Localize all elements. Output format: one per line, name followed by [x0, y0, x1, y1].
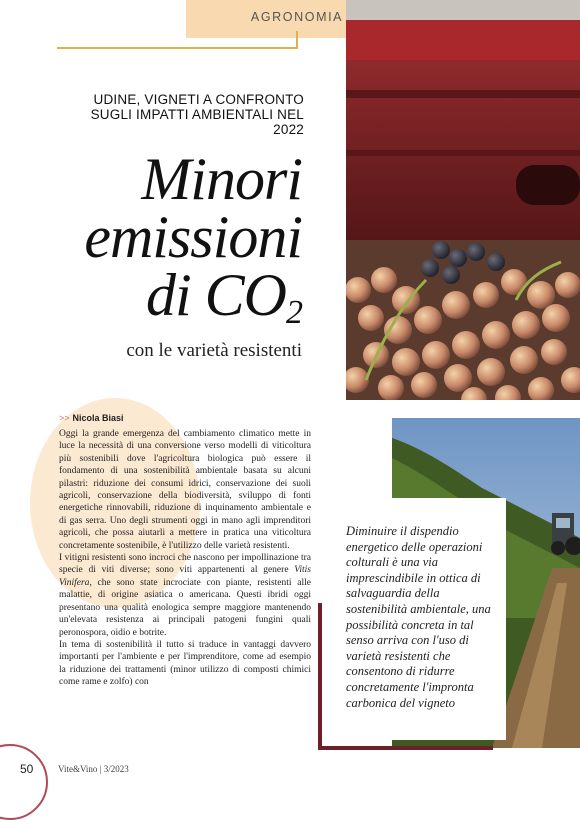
header-rule-tick	[296, 31, 298, 49]
p2-species-name: Vitis Vinifera	[59, 565, 311, 588]
magazine-issue: Vite&Vino | 3/2023	[58, 764, 129, 774]
kicker-line-1: UDINE, VIGNETI A CONFRONTO	[93, 92, 304, 107]
author-marker: >>	[59, 413, 70, 423]
p2-text-end: , che sono state incrociate con piante, resistenti alle malattie, di origine asiatica o americana. Questi ibridi oggi presentano una qualità enologica sempre maggiore mantenendo un'elevata resistenza ai principali patogeni fungini quali peronospora, oidio e botrite.	[59, 577, 311, 638]
kicker-line-2: SUGLI IMPATTI AMBIENTALI NEL 2022	[90, 107, 304, 137]
title-subscript: 2	[286, 294, 302, 331]
title-line-1: Minori	[141, 146, 302, 212]
title-line-3	[30, 262, 302, 331]
pullquote: Diminuire il dispendio energetico delle operazioni colturali è una via imprescindibile in ottica di salvaguardia della sostenibilità ambientale, una possibilità concreta in tal senso arriva con l'uso di varietà resistenti che consentono di ridurre concretamente l'impronta carbonica del vigneto	[346, 524, 491, 710]
grape-harvest-photo	[346, 0, 580, 400]
section-label: AGRONOMIA	[250, 10, 344, 24]
author-byline	[59, 413, 124, 423]
page-number: 50	[20, 762, 34, 776]
article-title	[30, 146, 302, 331]
article-subtitle: con le varietà resistenti	[126, 340, 302, 361]
body-paragraph-1: Oggi la grande emergenza del cambiamento climatico mette in luce la necessità di una conversione verso modelli di viticoltura più sostenibili dove l'agricoltura biologica può essere il fondamento di una sostenibilità ambientale basata su alcuni pilastri: riduzione dei consumi idrici, conservazione dei suoli agricoli, conservazione della biodiversità, sviluppo di fonti energetiche rinnovabili, riduzione di inquinamento ambientale e di gas serra. Uno degli strumenti oggi in mano agli imprenditori agricoli, che possa aiutarli a mettere in pratica una viticoltura concretamente sostenibile, è l'utilizzo delle varietà resistenti.	[59, 429, 311, 551]
title-line-3-text: di CO	[145, 262, 286, 328]
article-body	[59, 428, 311, 689]
body-paragraph-2	[59, 552, 311, 639]
header-rule	[57, 47, 297, 49]
author-name: Nicola Biasi	[72, 413, 124, 423]
pullquote-rule-vertical	[318, 603, 322, 750]
body-paragraph-3: In tema di sostenibilità il tutto si traduce in vantaggi davvero importanti per l'ambiente e per l'imprenditore, come ad esempio la riduzione dei trattamenti (minor utilizzo di composti chimici come rame e zolfo) con	[59, 639, 311, 688]
article-kicker	[60, 92, 304, 137]
folio-decoration	[0, 744, 48, 820]
p2-text-start: I vitigni resistenti sono incroci che nascono per impollinazione tra specie di viti diverse; sono viti appartenenti al genere	[59, 553, 311, 576]
title-line-2: emissioni	[84, 204, 302, 270]
pullquote-rule-horizontal	[318, 746, 493, 750]
